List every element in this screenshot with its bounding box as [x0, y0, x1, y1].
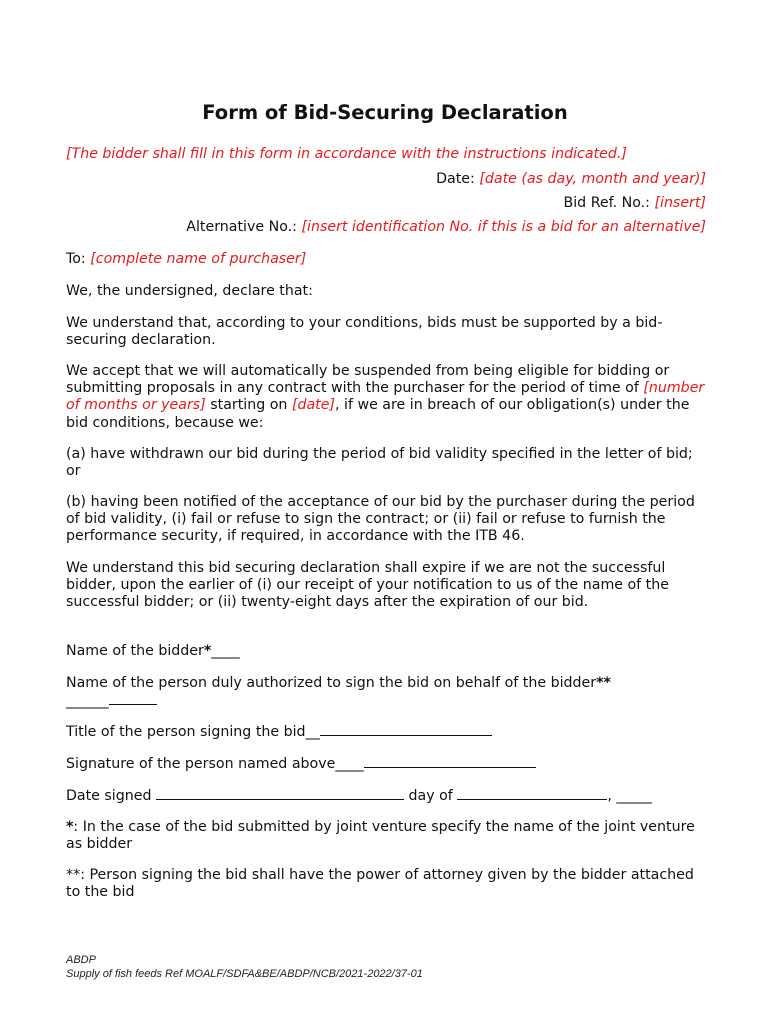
to-label: To:	[66, 251, 91, 267]
form-instruction: [The bidder shall fill in this form in accordance with the instructions indicated.]	[66, 146, 627, 162]
year-blank[interactable]: _____	[616, 788, 652, 804]
comma-separator: ,	[607, 788, 617, 804]
intro-paragraph: We, the undersigned, declare that:	[66, 283, 313, 299]
authorized-person-label: Name of the person duly authorized to sign the bid on behalf of the bidder	[66, 675, 597, 691]
signature-field	[66, 755, 706, 773]
accept-paragraph	[66, 363, 706, 432]
authorized-person-blank: ______	[66, 693, 109, 710]
bid-ref-placeholder: [insert]	[654, 195, 706, 211]
date-signed-field	[66, 787, 706, 805]
start-date-placeholder: [date]	[291, 397, 335, 414]
signer-title-line[interactable]	[320, 723, 492, 736]
bidder-name-blank[interactable]: ____	[211, 643, 240, 659]
page-footer	[66, 953, 706, 981]
authorized-person-field	[66, 675, 706, 710]
bidder-name-label: Name of the bidder	[66, 643, 204, 659]
double-asterisk-mark: **	[596, 675, 611, 691]
footer-org: ABDP	[66, 954, 96, 966]
to-line	[66, 251, 706, 268]
asterisk-mark: *	[203, 643, 212, 659]
date-signed-label: Date signed	[66, 788, 152, 804]
accept-text-2: starting on	[205, 397, 292, 414]
months-placeholder: [number of months or years]	[66, 380, 705, 414]
day-of-label: day of	[404, 788, 458, 804]
date-placeholder: [date (as day, month and year)]	[479, 171, 706, 187]
clause-b-paragraph: (b) having been notified of the acceptance of our bid by the purchaser during the period of bid validity, (i) fail or refuse to sign the contract; or (ii) fail or refuse to furnish the performance security, if required, in accordance with the ITB 46.	[66, 494, 695, 545]
month-line[interactable]	[457, 787, 607, 800]
alternative-line	[66, 219, 706, 236]
bid-ref-label: Bid Ref. No.:	[563, 195, 655, 211]
alternative-placeholder: [insert identification No. if this is a bid for an alternative]	[301, 219, 706, 235]
footer-reference: Supply of fish feeds Ref MOALF/SDFA&BE/ABDP/NCB/2021-2022/37-01	[66, 968, 423, 980]
alternative-label: Alternative No.:	[186, 219, 302, 235]
purchaser-placeholder: [complete name of purchaser]	[90, 251, 307, 267]
note-double-asterisk: **: Person signing the bid shall have the power of attorney given by the bidder attached to the bid	[66, 867, 694, 901]
bidder-name-field	[66, 643, 706, 660]
understand-paragraph: We understand that, according to your conditions, bids must be supported by a bid-securing declaration.	[66, 315, 663, 349]
signer-title-label: Title of the person signing the bid	[66, 724, 306, 740]
signature-blank: ____	[335, 756, 364, 772]
date-signed-line[interactable]	[156, 787, 404, 800]
bid-ref-line	[66, 195, 706, 212]
note-single-asterisk	[66, 819, 706, 853]
accept-text-1: We accept that we will automatically be suspended from being eligible for bidding or submitting proposals in any contract with the purchaser for the period of time of	[66, 363, 670, 397]
authorized-person-line[interactable]	[109, 692, 157, 705]
date-line	[66, 171, 706, 188]
signer-title-blank: __	[305, 724, 320, 740]
expiry-paragraph: We understand this bid securing declaration shall expire if we are not the successful bidder, upon the earlier of (i) our receipt of your notification to us of the name of the successful bidder; or (ii) twenty-eight days after the expiration of our bid.	[66, 560, 669, 611]
note-single-text: : In the case of the bid submitted by joint venture specify the name of the joint venture as bidder	[66, 819, 695, 853]
accept-text-3: , if we are in breach of our obligation(s) under the bid conditions, because we:	[66, 397, 690, 431]
document-title: Form of Bid-Securing Declaration	[202, 101, 568, 124]
note-asterisk-mark: *	[66, 819, 74, 835]
signature-label: Signature of the person named above	[66, 756, 336, 772]
date-label: Date:	[436, 171, 480, 187]
clause-a-paragraph: (a) have withdrawn our bid during the period of bid validity specified in the letter of bid; or	[66, 446, 693, 480]
signer-title-field	[66, 723, 706, 741]
signature-line[interactable]	[364, 755, 536, 768]
